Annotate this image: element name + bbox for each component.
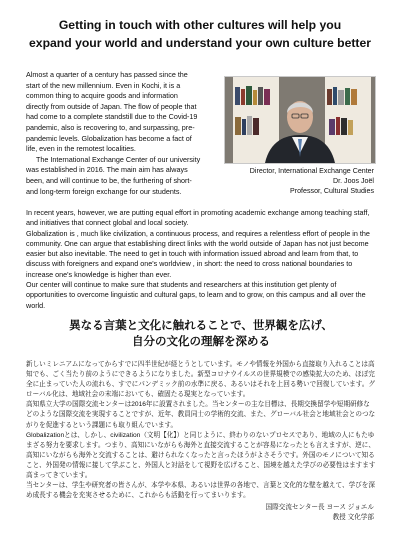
intro-text <box>26 70 202 197</box>
body-en-paragraph-1: In recent years, however, we are putting equal effort in promoting academic exchange among teaching staff, and initiatives that connect global and local society. <box>26 208 370 228</box>
body-jp-paragraph-3: Globalizationとは、しかし、civilization（文明【化】）と同じように、終わりのないプロセスであり、地域の人にもたゆまざる努力を要求します。つまり、高知にいながらも海外と直接交流することが容易になったとも言えますが、逆に、高知にいながらも海外と交流することは、避けられなくなったと言ったほうがよさそうです。外国のモノについて知ること、外国発の情報に接して学ぶこと、外国人と対話をして視野を広げること、国境を越えた学びの必要性はますます高まってきています。 <box>26 431 376 480</box>
director-photo-illustration <box>225 77 375 163</box>
title-jp-line-2: 自分の文化の理解を深める <box>132 336 270 348</box>
director-photo <box>224 76 376 164</box>
body-text-jp <box>26 360 376 501</box>
title-jp-line-1: 異なる言葉と文化に触れることで、世界観を広げ、 <box>69 320 333 332</box>
intro-paragraph-2: The International Exchange Center of our university was established in 2016. The main aim has always been, and will continue to be, the furthering of short- and long-term foreign exchange for our students. <box>26 154 201 196</box>
body-jp-paragraph-4: 当センターは、学生や研究者の皆さんが、本学や本県、あるいは世界の各地で、言葉と文化的な壁を越えて、学びを深め成長する機会を充実させるために、これからも活動を行ってまいります。 <box>26 482 375 500</box>
body-en-paragraph-3: Our center will continue to make sure that students and researchers at this institution get plenty of opportunities to overcome linguistic and cultural gaps, to learn and to grow, on this campus and all over the world. <box>26 280 366 310</box>
signature-position: 教授 文化学部 <box>332 514 374 521</box>
body-text-en <box>26 208 376 311</box>
signature-name: 国際交流センター長 ヨース ジョエル <box>265 504 374 511</box>
body-jp-paragraph-1: 新しいミレニアムになってからすでに四半世紀が経とうとしています。モノや情報を外国から直接取り入れることは高知でも、ごく当たり前のようにできるようになりました。新型コロナウイルスの世界規模での感染拡大のため、ほぼ完全に止まっていた人の流れも、すでにパンデミック前の水準に戻る、あるいはそれを上回る勢いで回復しています。グローバル化は、地域社会の末端においても、確固たる現実となっています。 <box>26 361 376 399</box>
intro-paragraph-1: Almost a quarter of a century has passed since the start of the new millennium. Even in Kochi, it is a common thing to acquire goods and information directly from outside of Japan. The flow of people that had come to a complete standstill due to the Covid-19 pandemic, also is recovering to, and surpassing, pre-pandemic levels. Globalization has become a fact of life, even in the remotest localities. <box>26 70 198 154</box>
caption-position: Professor, Cultural Studies <box>290 187 374 196</box>
signature-block <box>214 503 374 523</box>
title-en-line-2: expand your world and understand your own culture better <box>29 36 371 50</box>
photo-caption <box>212 166 374 197</box>
caption-name: Dr. Joos Joël <box>332 177 374 186</box>
document-title-en <box>26 0 374 52</box>
document-title-jp <box>26 318 376 350</box>
body-jp-paragraph-2: 高知県立大学の国際交流センターは2016年に設置されました。当センターの主な目標は、長期交換留学や短期研修などのような国際交流を実現することですが、近年、教員同士の学術的交流、また、グローバル社会と地域社会とのつながりを促進するという課題にも取り組んでいます。 <box>26 401 376 429</box>
body-en-paragraph-2: Globalization is , much like civilization, a continuous process, and requires a relentless effort of people in the community. One can argue that establishing direct links with the world outside of Japan has not just become easier but also inevitable. The need to get in touch with information issued abroad and learn from that, to discuss with foreigners and expand one's worldview , in short: the need to cross national boundaries to increase one's knowledge is higher than ever. <box>26 228 370 279</box>
caption-title: Director, International Exchange Center <box>249 167 374 175</box>
title-en-line-1: Getting in touch with other cultures will help you <box>58 18 342 32</box>
